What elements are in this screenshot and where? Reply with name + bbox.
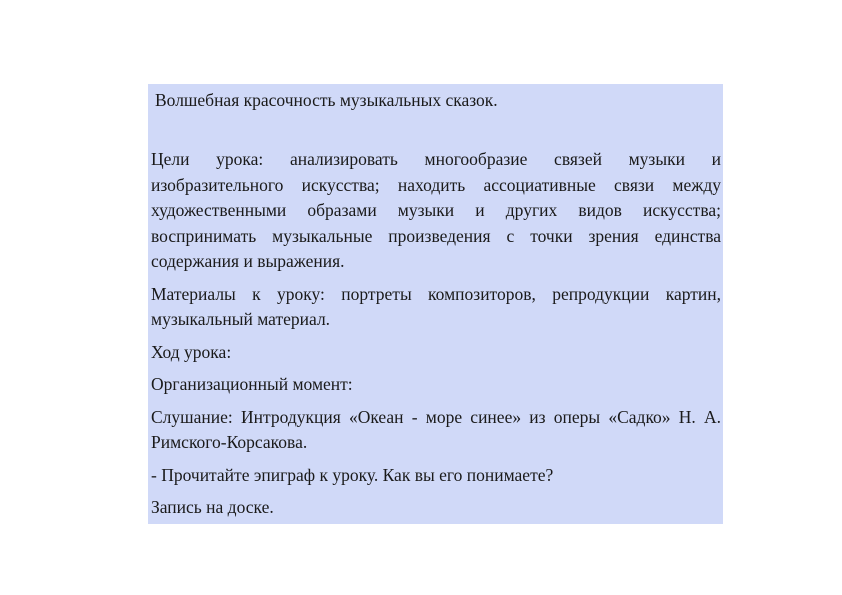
- organizational-moment-paragraph: Организационный момент:: [151, 374, 353, 394]
- lesson-progress-heading: Ход урока:: [151, 341, 232, 362]
- lesson-goals-paragraph: Цели урока: анализировать многообразие связей музыки и изобразительного искусства; находить ассоциативные связи между художественными образами музыки и других видов искусства; воспринимать музыкальные произведения с точки зрения единства содержания и выражения.: [151, 149, 721, 271]
- listening-paragraph: Слушание: Интродукция «Океан - море синее» из оперы «Садко» Н. А. Римского-Корсакова.: [151, 406, 721, 452]
- lesson-materials-paragraph: Материалы к уроку: портреты композиторов, репродукции картин, музыкальный материал.: [151, 283, 721, 329]
- lesson-title: Волшебная красочность музыкальных сказок.: [155, 90, 498, 110]
- lesson-text-panel: [148, 84, 723, 524]
- board-note-paragraph: Запись на доске.: [151, 497, 274, 517]
- epigraph-question-paragraph: - Прочитайте эпиграф к уроку. Как вы его понимаете?: [151, 464, 554, 485]
